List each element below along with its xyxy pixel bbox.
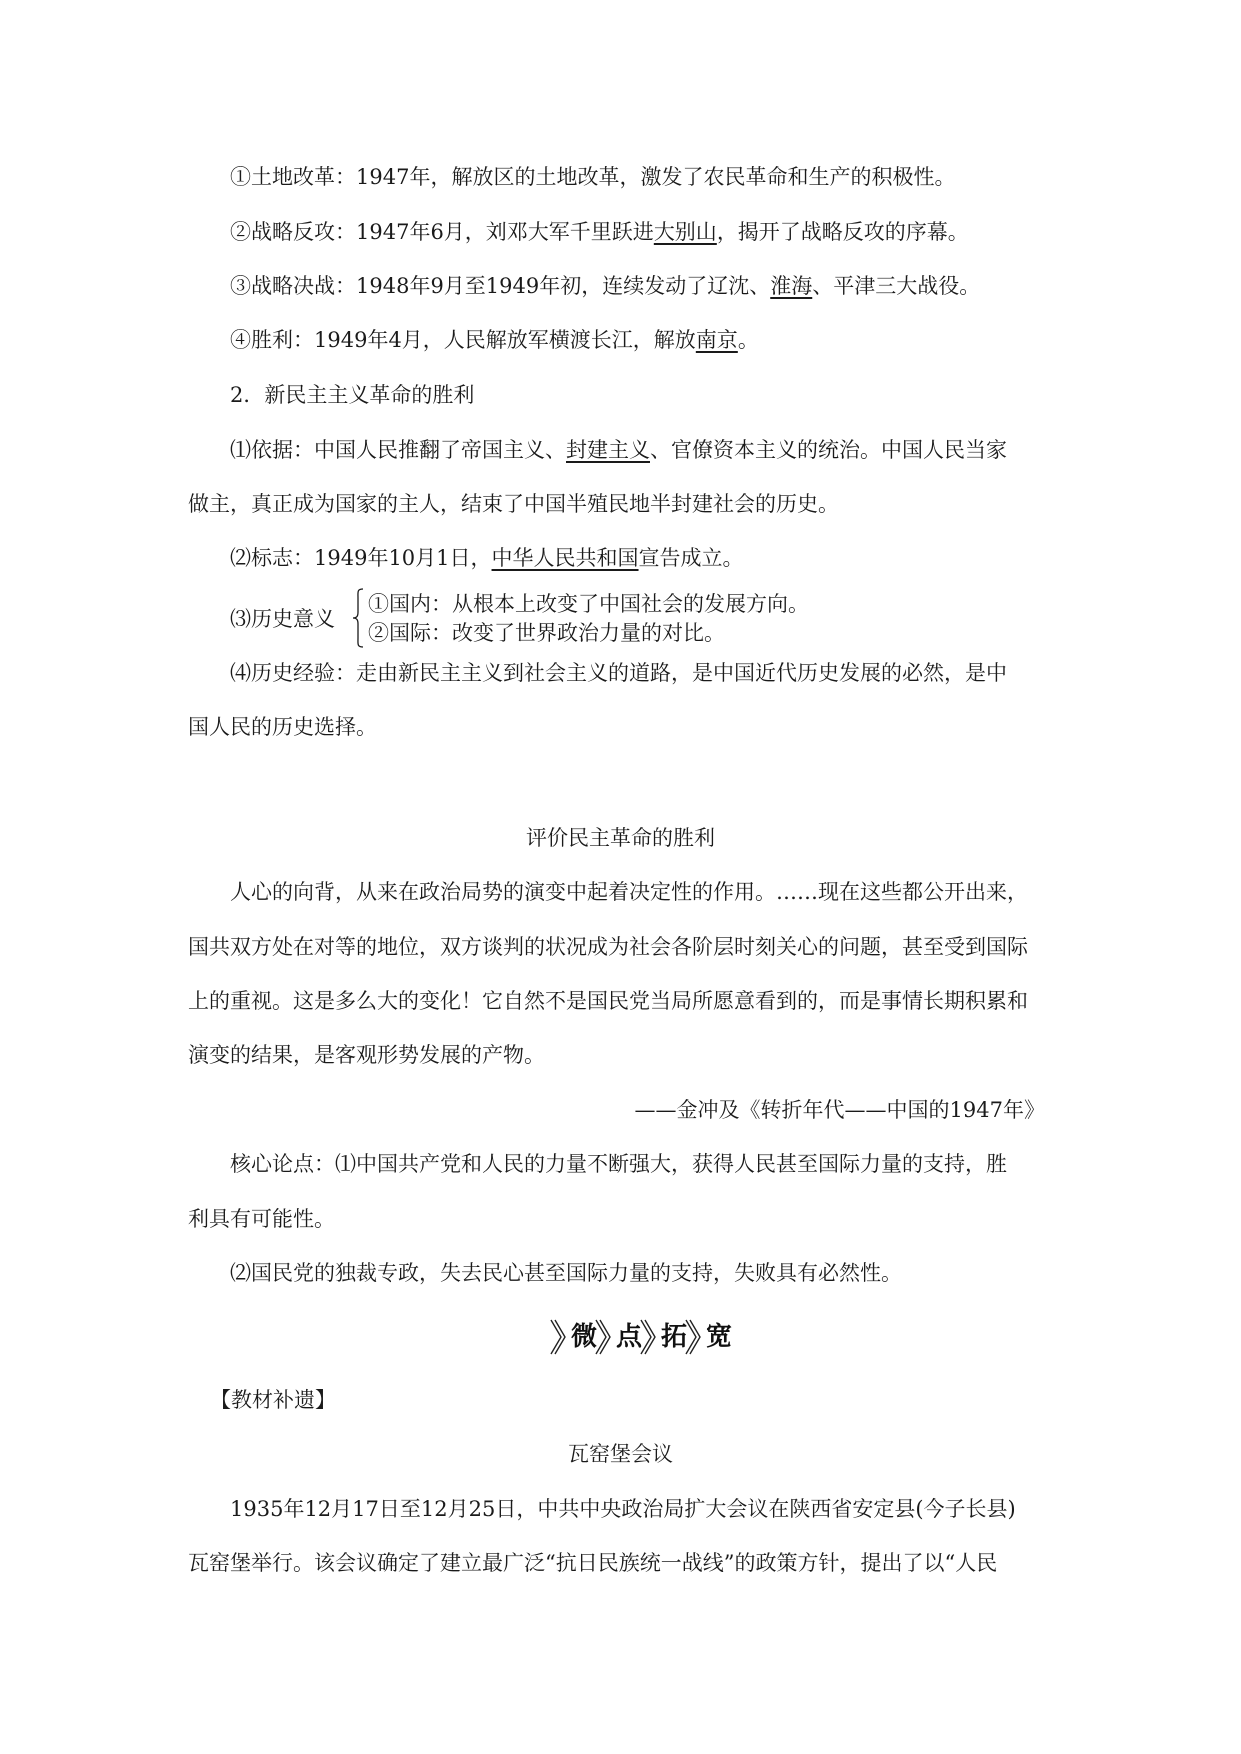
quote-source	[635, 1096, 1045, 1124]
text: 国人民的历史选择。	[188, 715, 377, 739]
text: 。	[737, 328, 759, 352]
underlined-term: 南京	[695, 328, 738, 352]
text: 宣告成立。	[638, 546, 744, 570]
text: 、平津三大战役。	[812, 274, 981, 298]
text: ，揭开了战略反攻的序幕。	[716, 220, 969, 244]
text: 上的重视。这是多么大的变化！它自然不是国民党当局所愿意看到的，而是事情长期积累和	[188, 989, 1028, 1013]
supplement-title	[0, 1440, 1241, 1468]
text: ⑵国民党的独裁专政，失去民心甚至国际力量的支持，失败具有必然性。	[230, 1261, 902, 1285]
text: 瓦窑堡举行。该会议确定了建立最广泛“抗日民族统一战线”的政策方针，提出了以“人民	[188, 1551, 998, 1575]
core-argument-line1	[230, 1150, 1007, 1178]
text: 人心的向背，从来在政治局势的演变中起着决定性的作用。……现在这些都公开出来，	[230, 880, 1028, 904]
supplement-line2	[188, 1549, 997, 1577]
text: 国共双方处在对等的地位，双方谈判的状况成为社会各阶层时刻关心的问题，甚至受到国际	[188, 935, 1028, 959]
text: 做主，真正成为国家的主人，结束了中国半殖民地半封建社会的历史。	[188, 492, 839, 516]
text: ④胜利：1949年4月，人民解放军横渡长江，解放	[230, 328, 696, 352]
text: 2．新民主主义革命的胜利	[230, 383, 475, 407]
underlined-term: 中华人民共和国	[491, 546, 639, 570]
core-argument-line2	[188, 1205, 335, 1233]
text: ③战略决战：1948年9月至1949年初，连续发动了辽沈、	[230, 274, 771, 298]
text: ——金冲及《转折年代——中国的1947年》	[634, 1098, 1045, 1122]
quote-line4	[188, 1041, 545, 1069]
section-title-evaluation	[0, 824, 1241, 852]
quote-line1	[230, 878, 1028, 906]
supplement-tag	[210, 1386, 336, 1414]
significance-domestic: ①国内：从根本上改变了中国社会的发展方向。	[368, 592, 809, 616]
core-argument-line3	[230, 1259, 902, 1287]
paragraph-victory	[230, 326, 759, 354]
paragraph-land-reform	[230, 163, 955, 191]
significance-label: ⑶历史意义	[230, 607, 335, 631]
paragraph-symbol	[230, 544, 744, 572]
underlined-term: 淮海	[770, 274, 813, 298]
banner-char: 宽	[705, 1322, 732, 1352]
paragraph-strategic-decisive-battle	[230, 272, 980, 300]
text: ⑴依据：中国人民推翻了帝国主义、	[230, 438, 566, 462]
text: 【教材补遗】	[210, 1388, 336, 1412]
banner-char: 点	[615, 1322, 642, 1352]
brace-icon	[352, 588, 364, 648]
banner-char: 微	[570, 1322, 597, 1352]
paragraph-basis-line2	[188, 490, 839, 518]
text: 核心论点：⑴中国共产党和人民的力量不断强大，获得人民甚至国际力量的支持，胜	[230, 1152, 1007, 1176]
text: 1935年12月17日至12月25日，中共中央政治局扩大会议在陕西省安定县(今子长县)	[230, 1497, 1016, 1521]
quote-line3	[188, 987, 1028, 1015]
paragraph-experience-line2	[188, 713, 377, 741]
text: 、官僚资本主义的统治。中国人民当家	[650, 438, 1007, 462]
text: 评价民主革命的胜利	[526, 826, 715, 850]
paragraph-strategic-counteroffensive	[230, 218, 969, 246]
text: 利具有可能性。	[188, 1207, 335, 1231]
quote-line2	[188, 933, 1028, 961]
text: 演变的结果，是客观形势发展的产物。	[188, 1043, 545, 1067]
text: 瓦窑堡会议	[568, 1442, 673, 1466]
heading-new-democratic-victory	[230, 381, 474, 409]
significance-international: ②国际：改变了世界政治力量的对比。	[368, 621, 725, 645]
section-banner-weidian-tuokuan	[549, 1316, 739, 1358]
paragraph-experience-line1	[230, 659, 1007, 687]
banner-char: 拓	[660, 1322, 687, 1352]
paragraph-basis-line1	[230, 436, 1007, 464]
supplement-line1	[230, 1495, 1016, 1523]
text: ①土地改革：1947年，解放区的土地改革，激发了农民革命和生产的积极性。	[230, 165, 956, 189]
underlined-term: 封建主义	[566, 438, 650, 462]
text: ②战略反攻：1947年6月，刘邓大军千里跃进	[230, 220, 654, 244]
text: ⑷历史经验：走由新民主主义到社会主义的道路，是中国近代历史发展的必然，是中	[230, 661, 1007, 685]
text: ⑵标志：1949年10月1日，	[230, 546, 492, 570]
underlined-term: 大别山	[653, 220, 717, 244]
